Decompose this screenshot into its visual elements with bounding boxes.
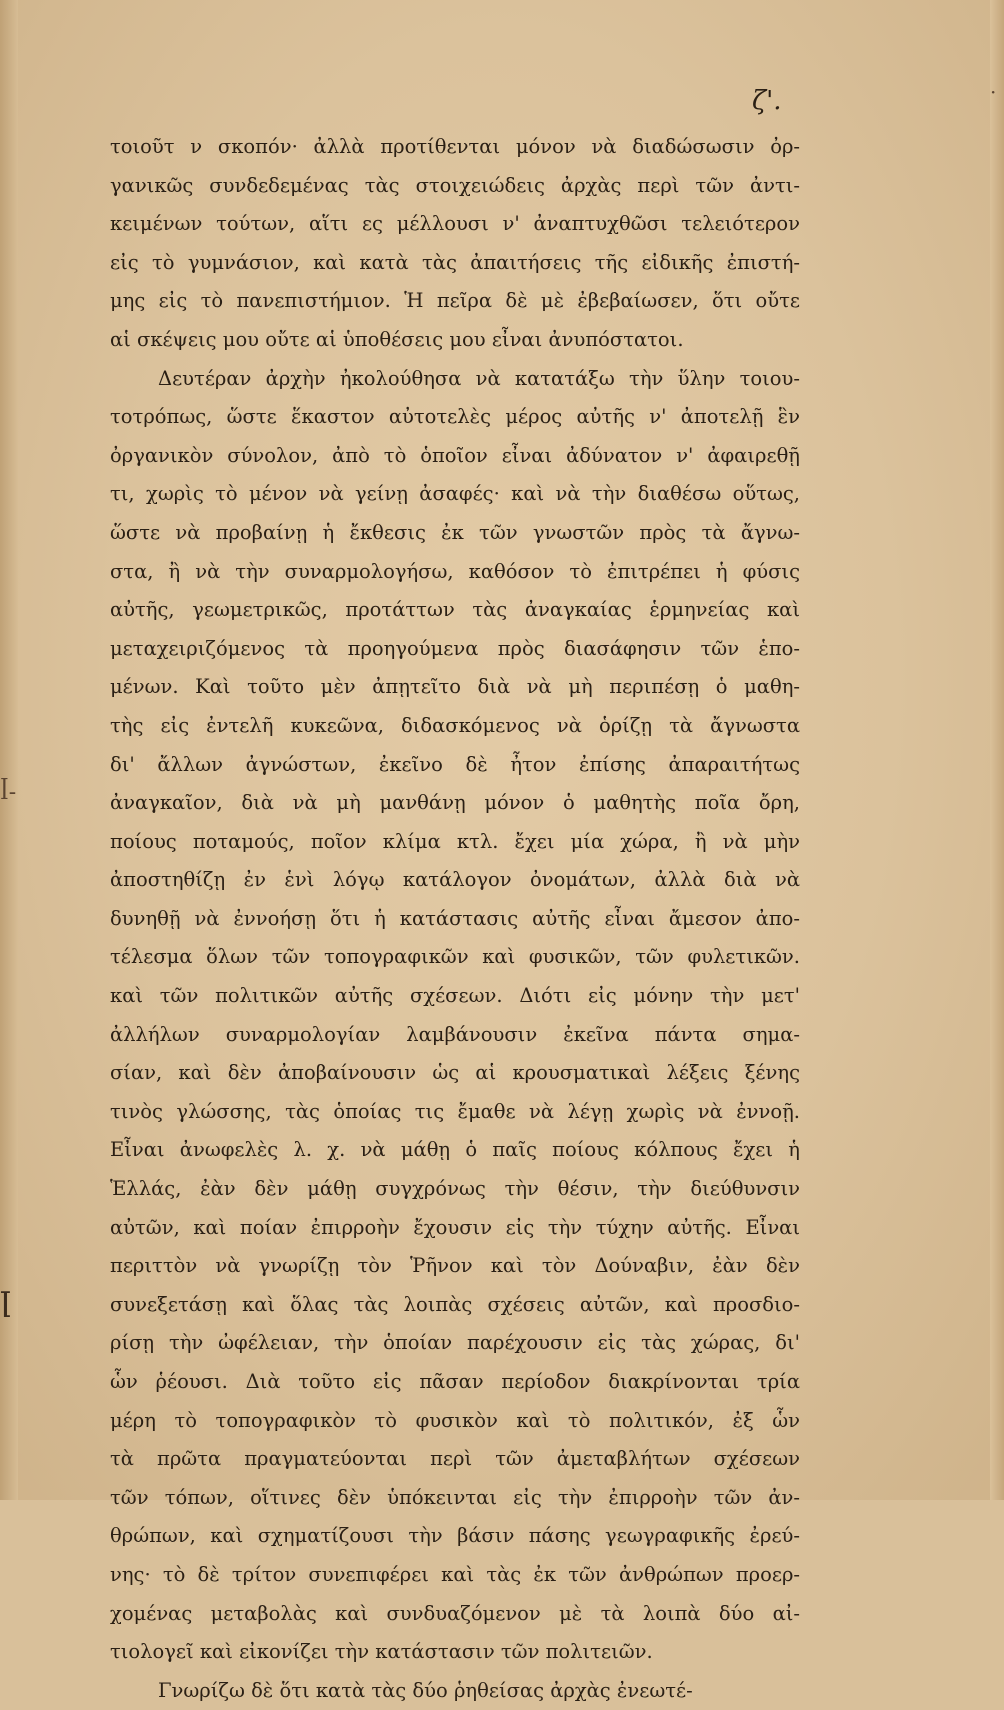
- text-line: τέλεσμα ὅλων τῶν τοπογραφικῶν καὶ φυσικῶν, τῶν φυλετικῶν.: [110, 945, 800, 969]
- text-line: ρίσῃ τὴν ὠφέλειαν, τὴν ὁποίαν παρέχουσιν εἰς τὰς χώρας, δι': [110, 1331, 800, 1355]
- text-line: ὧν ῥέουσι. Διὰ τοῦτο εἰς πᾶσαν περίοδον διακρίνονται τρία: [110, 1370, 800, 1393]
- text-line: τιολογεῖ καὶ εἰκονίζει τὴν κατάστασιν τῶν πολιτειῶν.: [110, 1640, 653, 1664]
- text-line: τὴς εἰς ἐντελῆ κυκεῶνα, διδασκόμενος νὰ ὁρίζῃ τὰ ἄγνωστα: [110, 713, 800, 737]
- text-line: αἱ σκέψεις μου οὔτε αἱ ὑποθέσεις μου εἶναι ἀνυπόστατοι.: [110, 327, 684, 351]
- margin-mark-left: ꟾ‐: [0, 780, 17, 805]
- text-line: Εἶναι ἀνωφελὲς λ. χ. νὰ μάθῃ ὁ παῖς ποίους κόλπους ἔχει ἡ: [110, 1138, 800, 1162]
- text-line: τι, χωρὶς τὸ μένον νὰ γείνῃ ἀσαφές· καὶ νὰ τὴν διαθέσω οὕτως,: [110, 482, 800, 506]
- text-line: μης εἰς τὸ πανεπιστήμιον. Ἡ πεῖρα δὲ μὲ ἐβεβαίωσεν, ὅτι οὔτε: [110, 289, 800, 313]
- text-line: ὀργανικὸν σύνολον, ἀπὸ τὸ ὁποῖον εἶναι ἀδύνατον ν' ἀφαιρεθῇ: [110, 443, 800, 467]
- text-line: χομένας μεταβολὰς καὶ συνδυαζόμενον μὲ τὰ λοιπὰ δύο αἰ-: [110, 1601, 800, 1625]
- page-left-edge: [0, 0, 18, 1500]
- text-line: μένων. Καὶ τοῦτο μὲν ἀπῃτεῖτο διὰ νὰ μὴ περιπέσῃ ὁ μαθη-: [110, 675, 800, 699]
- text-line: καὶ τῶν πολιτικῶν αὐτῆς σχέσεων. Διότι εἰς μόνην τὴν μετ': [110, 984, 800, 1008]
- text-line: αὐτῶν, καὶ ποίαν ἐπιρροὴν ἔχουσιν εἰς τὴν τύχην αὐτῆς. Εἶναι: [110, 1215, 800, 1239]
- text-line: δι' ἄλλων ἀγνώστων, ἐκεῖνο δὲ ἦτον ἐπίσης ἀπαραιτήτως: [110, 752, 800, 776]
- text-line: συνεξετάσῃ καὶ ὅλας τὰς λοιπὰς σχέσεις αὐτῶν, καὶ προσδιο-: [110, 1292, 800, 1316]
- margin-mark-left-bottom: ꞁ: [0, 1278, 11, 1318]
- text-line: θρώπων, καὶ σχηματίζουσι τὴν βάσιν πάσης γεωγραφικῆς ἐρεύ-: [110, 1524, 800, 1548]
- body-text: [110, 128, 800, 1710]
- text-line: Γνωρίζω δὲ ὅτι κατὰ τὰς δύο ῥηθείσας ἀρχὰς ἐνεωτέ-: [158, 1678, 693, 1702]
- text-line: μέρη τὸ τοπογραφικὸν τὸ φυσικὸν καὶ τὸ πολιτικόν, ἐξ ὧν: [110, 1408, 800, 1432]
- text-line: τινὸς γλώσσης, τὰς ὁποίας τις ἔμαθε νὰ λέγῃ χωρὶς νὰ ἐννοῇ.: [110, 1099, 800, 1123]
- text-line: εἰς τὸ γυμνάσιον, καὶ κατὰ τὰς ἀπαιτήσεις τῆς εἰδικῆς ἐπιστή-: [110, 250, 800, 274]
- text-line: Ἑλλάς, ἐὰν δὲν μάθῃ συγχρόνως τὴν θέσιν, τὴν διεύθυνσιν: [110, 1177, 800, 1201]
- text-line: δυνηθῇ νὰ ἐννοήσῃ ὅτι ἡ κατάστασις αὐτῆς εἶναι ἄμεσον ἀπο-: [110, 906, 800, 930]
- text-line: περιττὸν νὰ γνωρίζῃ τὸν Ῥῆνον καὶ τὸν Δούναβιν, ἐὰν δὲν: [110, 1254, 800, 1278]
- text-line: γανικῶς συνδεδεμένας τὰς στοιχειώδεις ἀρχὰς περὶ τῶν ἀντι-: [110, 173, 800, 197]
- text-line: τοτρόπως, ὥστε ἕκαστον αὐτοτελὲς μέρος αὐτῆς ν' ἀποτελῇ ἓν: [110, 405, 800, 429]
- page-number: ζ'.: [752, 86, 782, 116]
- text-line: σίαν, καὶ δὲν ἀποβαίνουσιν ὡς αἱ κρουσματικαὶ λέξεις ξένης: [110, 1061, 800, 1085]
- text-line: μεταχειριζόμενος τὰ προηγούμενα πρὸς διασάφησιν τῶν ἑπο-: [110, 636, 800, 660]
- text-line: κειμένων τούτων, αἵτι ες μέλλουσι ν' ἀναπτυχθῶσι τελειότερον: [110, 212, 800, 236]
- text-line: ὥστε νὰ προβαίνῃ ἡ ἔκθεσις ἐκ τῶν γνωστῶν πρὸς τὰ ἄγνω-: [110, 520, 800, 544]
- text-line: ποίους ποταμούς, ποῖον κλίμα κτλ. ἔχει μία χώρα, ἢ νὰ μὴν: [110, 829, 800, 853]
- margin-mark-right: ·: [990, 80, 997, 104]
- text-line: τὰ πρῶτα πραγματεύονται περὶ τῶν ἀμεταβλήτων σχέσεων: [110, 1447, 800, 1471]
- text-line: τῶν τόπων, οἵτινες δὲν ὑπόκεινται εἰς τὴν ἐπιρροὴν τῶν ἀν-: [110, 1485, 800, 1509]
- text-line: ἀλλήλων συναρμολογίαν λαμβάνουσιν ἐκεῖνα πάντα σημα-: [110, 1022, 800, 1046]
- text-line: στα, ἢ νὰ τὴν συναρμολογήσω, καθόσον τὸ ἐπιτρέπει ἡ φύσις: [110, 559, 800, 583]
- text-line: τοιοῦτ ν σκοπόν· ἀλλὰ προτίθενται μόνον νὰ διαδώσωσιν ὀρ-: [110, 135, 800, 158]
- text-line: ἀναγκαῖον, διὰ νὰ μὴ μανθάνῃ μόνον ὁ μαθητὴς ποῖα ὄρη,: [110, 791, 800, 815]
- page-right-edge: [990, 0, 1004, 1500]
- text-line: νης· τὸ δὲ τρίτον συνεπιφέρει καὶ τὰς ἐκ τῶν ἀνθρώπων προερ-: [110, 1562, 800, 1586]
- text-line: Δευτέραν ἀρχὴν ἠκολούθησα νὰ κατατάξω τὴν ὕλην τοιου-: [158, 366, 800, 390]
- text-line: ἀποστηθίζῃ ἐν ἑνὶ λόγῳ κατάλογον ὀνομάτων, ἀλλὰ διὰ νὰ: [110, 868, 800, 892]
- text-line: αὐτῆς, γεωμετρικῶς, προτάττων τὰς ἀναγκαίας ἑρμηνείας καὶ: [110, 598, 800, 622]
